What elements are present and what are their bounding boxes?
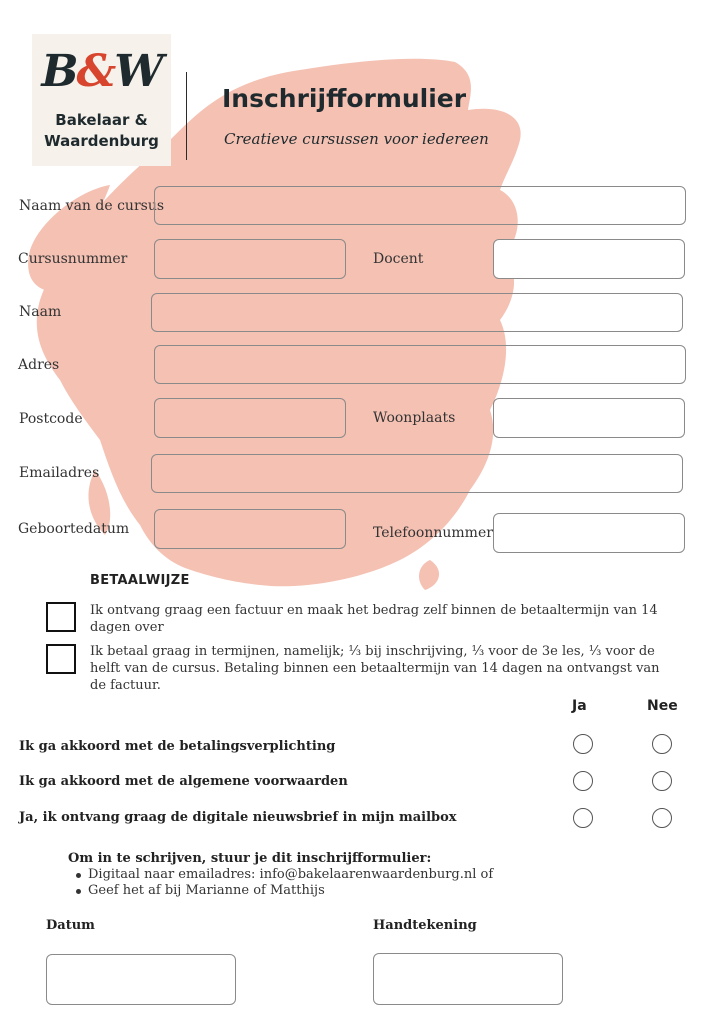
payment-installments-checkbox[interactable] — [46, 644, 76, 674]
payment-invoice-checkbox[interactable] — [46, 602, 76, 632]
name-input[interactable] — [151, 293, 683, 332]
phone-input[interactable] — [493, 513, 685, 553]
list-item: Digitaal naar emailadres: info@bakelaarenwaardenburg.nl of — [76, 867, 493, 883]
email-label: Emailadres — [19, 465, 100, 481]
agreement-newsletter-no-radio[interactable] — [652, 808, 672, 828]
header-divider — [186, 72, 187, 160]
address-label: Adres — [18, 357, 60, 373]
agreement-payment-yes-radio[interactable] — [573, 734, 593, 754]
agreement-newsletter-yes-radio[interactable] — [573, 808, 593, 828]
agreement-terms-no-radio[interactable] — [652, 771, 672, 791]
agreement-terms-yes-radio[interactable] — [573, 771, 593, 791]
payment-installments-text: Ik betaal graag in termijnen, namelijk; ⅓ bij inschrijving, ⅓ voor de 3e les, ⅓ voor de helft van de cursus. Betaling binnen een betaaltermijn van 14 dagen na ontvangst van de factuur. — [90, 644, 660, 693]
payment-heading: BETAALWIJZE — [90, 573, 190, 588]
city-label: Woonplaats — [373, 410, 456, 426]
date-input[interactable] — [46, 954, 236, 1005]
address-input[interactable] — [154, 345, 686, 384]
list-item: Geef het af bij Marianne of Matthijs — [76, 883, 493, 899]
birthdate-label: Geboortedatum — [18, 521, 130, 537]
yes-column-header: Ja — [572, 698, 587, 714]
page-title: Inschrijfformulier — [222, 84, 467, 113]
agreement-payment-no-radio[interactable] — [652, 734, 672, 754]
page-subtitle: Creatieve cursussen voor iedereen — [224, 130, 489, 148]
logo-monogram: B&W — [41, 46, 162, 97]
signature-box[interactable] — [373, 953, 563, 1005]
instructions-list — [76, 867, 493, 899]
payment-invoice-text: Ik ontvang graag een factuur en maak het bedrag zelf binnen de betaaltermijn van 14 dagen over — [90, 603, 658, 635]
logo-company-name: Bakelaar & Waardenburg — [44, 111, 159, 150]
course-name-input[interactable] — [154, 186, 686, 225]
logo — [32, 34, 171, 166]
teacher-input[interactable] — [493, 239, 685, 279]
email-input[interactable] — [151, 454, 683, 493]
teacher-label: Docent — [373, 251, 424, 267]
birthdate-input[interactable] — [154, 509, 346, 549]
phone-label: Telefoonnummer — [373, 525, 493, 541]
no-column-header: Nee — [647, 698, 678, 714]
date-label: Datum — [46, 918, 95, 933]
postcode-input[interactable] — [154, 398, 346, 438]
city-input[interactable] — [493, 398, 685, 438]
instructions-title: Om in te schrijven, stuur je dit inschrijfformulier: — [68, 851, 432, 866]
agreement-payment-label: Ik ga akkoord met de betalingsverplichting — [19, 739, 336, 754]
name-label: Naam — [19, 304, 62, 320]
course-number-input[interactable] — [154, 239, 346, 279]
signature-label: Handtekening — [373, 918, 477, 933]
postcode-label: Postcode — [19, 411, 83, 427]
course-name-label: Naam van de cursus — [19, 198, 165, 214]
agreement-newsletter-label: Ja, ik ontvang graag de digitale nieuwsbrief in mijn mailbox — [19, 810, 457, 825]
course-number-label: Cursusnummer — [18, 251, 128, 267]
agreement-terms-label: Ik ga akkoord met de algemene voorwaarden — [19, 774, 348, 789]
